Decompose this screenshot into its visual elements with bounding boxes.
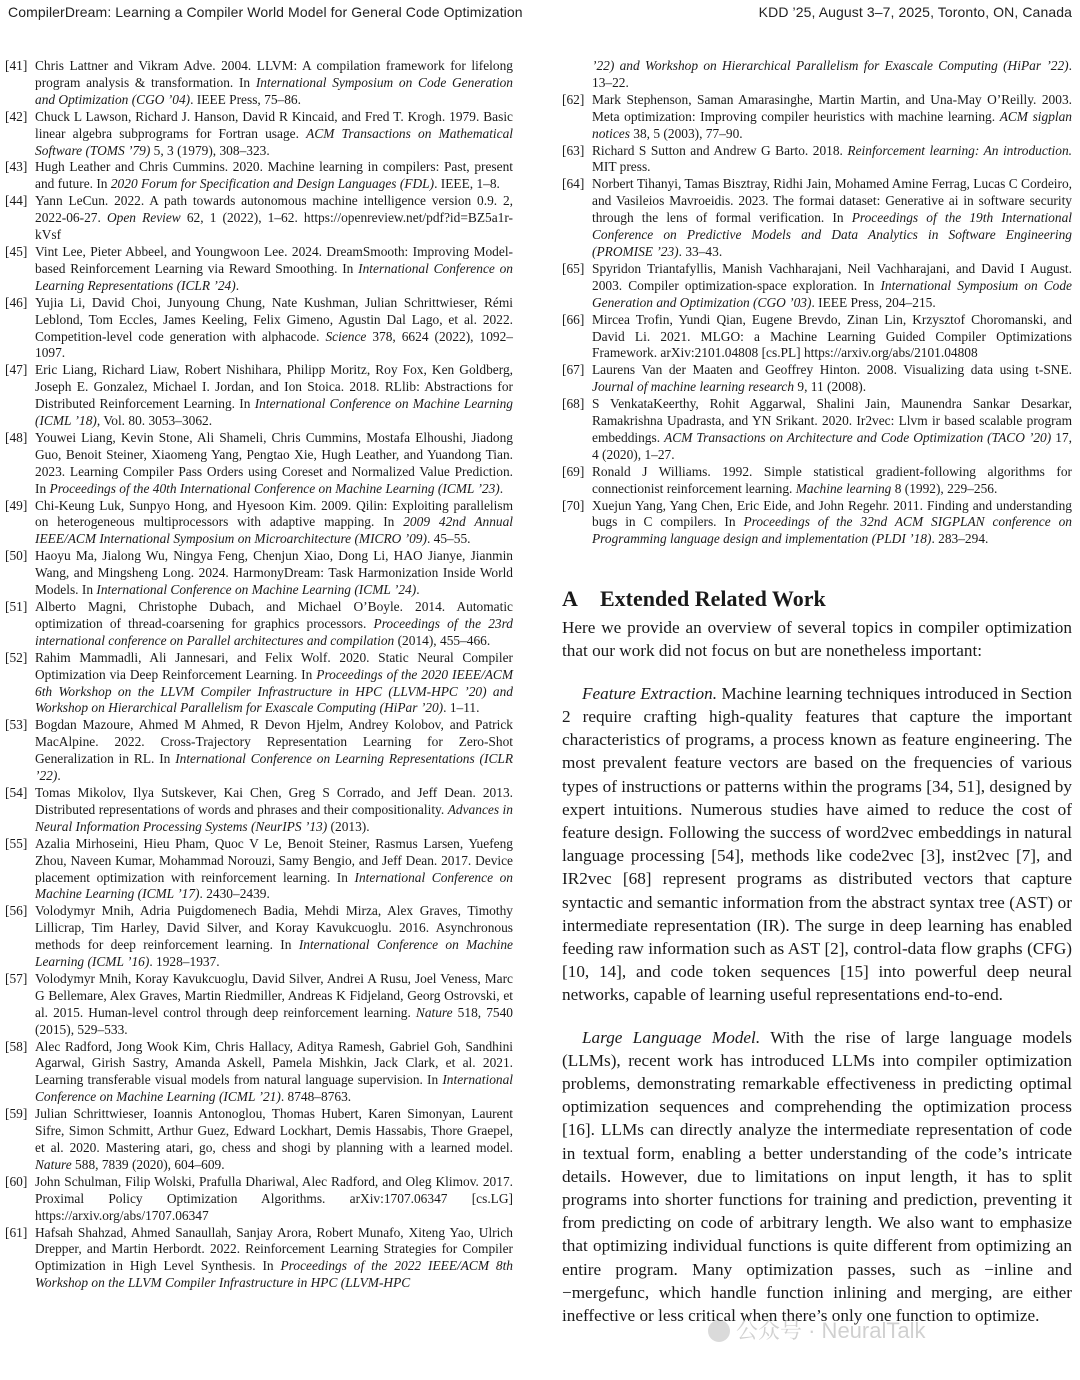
reference-list-left [5, 58, 513, 1292]
ref-venue: Proceedings of the 2020 IEEE/ACM 6th Workshop on the LLVM Compiler Infrastructure in HPC (LLVM-HPC ’20) and Workshop on Hierarchical Parallelism for Exascale Computing (HiPar ’20) [35, 666, 513, 716]
reference-text [35, 193, 513, 242]
reference-text [35, 295, 513, 361]
ref-text-part: . 2430–2439. [199, 886, 270, 902]
ref-venue: Proceedings of the 23rd international conference on Parallel architectures and compilation [35, 615, 513, 648]
ref-venue: Proceedings of the 40th International Conference on Machine Learning (ICML ’23) [49, 480, 500, 496]
reference-number: [67] [562, 362, 585, 378]
ref-venue: Proceedings of the 2022 IEEE/ACM 8th Workshop on the LLVM Compiler Infrastructure in HPC (LLVM-HPC [35, 1258, 513, 1291]
ref-text-part: . IEEE Press, 204–215. [811, 294, 936, 310]
reference-text [35, 785, 513, 834]
ref-text-part: 518, 7540 (2015), 529–533. [35, 1004, 513, 1037]
paragraph-large-language-model [562, 1026, 1072, 1328]
running-head [8, 4, 1072, 24]
ref-text-part: Vint Lee, Pieter Abbeel, and Youngwoon Lee. 2024. DreamSmooth: Improving Model-based Reinforcement Learning via Reward Smoothing. In [35, 243, 513, 276]
ref-venue: Nature [415, 1004, 453, 1020]
reference-number: [54] [5, 784, 28, 800]
left-column [5, 58, 513, 1292]
reference-entry [5, 109, 513, 160]
ref-text-part: Eric Liang, Richard Liaw, Robert Nishihara, Philipp Moritz, Roy Fox, Ken Goldberg, Joseph E. Gonzalez, Michael I. Jordan, and Ion Stoica. 2018. RLlib: Abstractions for Distributed Reinforcement Learning. In [35, 362, 513, 412]
ref-venue: International Conference on Learning Representations (ICLR ’22) [35, 751, 514, 784]
section-intro: Here we provide an overview of several topics in compiler optimization that our work did not focus on but are nonetheless important: [562, 618, 1072, 661]
reference-entry [5, 836, 513, 904]
reference-number: [47] [5, 362, 28, 378]
reference-number: [63] [562, 142, 585, 158]
right-column [562, 58, 1072, 1327]
ref-text-part: 5, 3 (1979), 308–323. [150, 142, 270, 158]
ref-text-part: , Vol. 80. 3053–3062. [96, 413, 213, 429]
section-title: Extended Related Work [600, 586, 826, 612]
reference-entry [562, 143, 1072, 177]
ref-venue: 2020 Forum for Specification and Design Languages (FDL) [110, 176, 435, 192]
reference-number: [55] [5, 835, 28, 851]
ref-venue: Proceedings of the 32nd ACM SIGPLAN conference on Programming language design and implementation (PLDI ’18) [592, 514, 1072, 547]
reference-text [592, 312, 1072, 361]
ref-text-part: . 45–55. [426, 531, 471, 547]
reference-text [35, 430, 513, 496]
reference-text [35, 650, 513, 716]
reference-number: [41] [5, 58, 28, 73]
reference-text [35, 159, 513, 191]
ref-text-part: (2013). [327, 818, 370, 834]
ref-venue: Machine learning [795, 480, 892, 496]
ref-text-part: . IEEE Press, 75–86. [190, 91, 301, 107]
ref-text-part: Hafsah Shahzad, Ahmed Sanaullah, Sanjay Arora, Robert Munafo, Xiteng Yao, Ulrich Drepper, and Martin Herbordt. 2022. Reinforcement Learning Strategies for Compiler Optimization in High Level Synthesis. In [35, 1224, 513, 1274]
ref-text-part: Norbert Tihanyi, Tamas Bisztray, Ridhi Jain, Mohamed Amine Ferrag, Lucas C Cordeiro, and Vasileios Mavroeidis. 2023. The formai dataset: Generative ai in software security through the lens of formal verification. In [592, 176, 1072, 226]
reference-number: [57] [5, 970, 28, 986]
reference-text [35, 1174, 513, 1223]
reference-number: [44] [5, 193, 28, 209]
reference-text [35, 836, 513, 902]
reference-entry [5, 58, 513, 109]
reference-text [592, 176, 1072, 259]
reference-text [35, 971, 513, 1037]
reference-entry [562, 464, 1072, 498]
ref-venue: Science [325, 328, 367, 344]
ref-text-part: Xuejun Yang, Yang Chen, Eric Eide, and John Regehr. 2011. Finding and understanding bugs in C compilers. In [592, 497, 1072, 530]
reference-entry [5, 362, 513, 430]
ref-text-part: Chris Lattner and Vikram Adve. 2004. LLVM: A compilation framework for lifelong program analysis & transformation. In [35, 58, 513, 90]
reference-text [592, 362, 1072, 394]
reference-entry [562, 92, 1072, 143]
ref-text-part: . [416, 582, 420, 598]
paragraph-body: Machine learning techniques introduced in Section 2 require crafting high-quality features that capture the important characteristics of programs, a process known as feature engineering. The most prevalent feature vectors are based on the frequencies of various types of instructions or patterns within the programs [34, 51], designed by expert intuitions. Numerous studies have aimed to reduce the cost of feature design. Following the success of word2vec embeddings in natural language processing [54], methods like code2vec [3], inst2vec [7], and IR2vec [68] represent programs as distributed vectors that capture syntactic and semantic information from the abstract syntax tree (AST) or intermediate representation (IR). The surge in deep learning has enabled feeding raw information such as AST [2], control-data flow graphs (CFG) [10, 14], and code token sequences [15] into powerful deep neural networks, capable of learning useful representations end-to-end. [562, 683, 1072, 1005]
reference-entry [5, 498, 513, 549]
reference-entry [5, 295, 513, 363]
reference-text [592, 464, 1072, 496]
reference-number: [53] [5, 717, 28, 733]
ref-text-part: MIT press. [592, 159, 651, 175]
ref-text-part: Julian Schrittwieser, Ioannis Antonoglou, Thomas Hubert, Karen Simonyan, Laurent Sifre, Simon Schmitt, Arthur Guez, Edward Lockhart, Demis Hassabis, Thore Graepel, et al. 2020. Mastering atari, go, chess and shogi by planning with a learned model. [35, 1106, 513, 1155]
ref-venue: International Symposium on Code Generation and Optimization (CGO ’03) [592, 277, 1072, 310]
reference-entry [5, 903, 513, 971]
ref-venue: Nature [35, 1156, 72, 1172]
reference-entry [5, 193, 513, 244]
reference-entry [562, 362, 1072, 396]
ref-text-part: Yujia Li, David Choi, Junyoung Chung, Nate Kushman, Julian Schrittwieser, Rémi Leblond, Tom Eccles, James Keeling, Felix Gimeno, Agustin Dal Lago, et al. 2022. Competition-level code generation with alphacode. [35, 294, 513, 344]
reference-entry [5, 548, 513, 599]
ref-text-part: Yann LeCun. 2022. A path towards autonomous machine intelligence version 0.9. 2, 2022-06-27. [35, 193, 513, 226]
reference-entry [5, 1174, 513, 1225]
ref-text-part: Rahim Mammadli, Ali Jannesari, and Felix Wolf. 2020. Static Neural Compiler Optimization via Deep Reinforcement Learning. In [35, 649, 513, 682]
ref-text-part: Hugh Leather and Chris Cummins. 2020. Machine learning in compilers: Past, present and future. In [35, 159, 513, 192]
reference-entry [5, 1039, 513, 1107]
ref-venue: Journal of machine learning research [592, 379, 795, 395]
reference-text [35, 58, 513, 107]
reference-entry [5, 599, 513, 650]
ref-text-part: 588, 7839 (2020), 604–609. [71, 1156, 225, 1172]
reference-text [35, 599, 513, 648]
ref-text-part: Bogdan Mazoure, Ahmed M Ahmed, R Devon Hjelm, Andrey Kolobov, and Patrick MacAlpine. 2022. Cross-Trajectory Representation Learning for Zero-Shot Generalization in RL. In [35, 717, 513, 767]
running-head-venue: KDD ’25, August 3–7, 2025, Toronto, ON, Canada [758, 4, 1072, 20]
reference-entry [5, 717, 513, 785]
ref-text-part: . 13–22. [592, 58, 1072, 90]
reference-text [592, 396, 1072, 462]
reference-entry [562, 176, 1072, 261]
reference-number: [56] [5, 903, 28, 919]
ref-text-part: . [57, 768, 61, 784]
reference-number: [58] [5, 1038, 28, 1054]
ref-text-part: . IEEE, 1–8. [434, 176, 500, 192]
paragraph-title: Large Language Model. [582, 1027, 761, 1047]
ref-text-part: Haoyu Ma, Jialong Wu, Ningya Feng, Chenjun Xiao, Dong Li, HAO Jianye, Jianmin Wang, and Mingsheng Long. 2024. HarmonyDream: Task Harmonization Inside World Models. In [35, 548, 513, 598]
reference-entry [5, 785, 513, 836]
ref-text-part: . [499, 480, 504, 496]
reference-text [35, 717, 513, 783]
ref-text-part: . 1928–1937. [149, 954, 220, 970]
ref-venue: ’22) and Workshop on Hierarchical Parallelism for Exascale Computing (HiPar ’22) [592, 58, 1069, 73]
reference-entry [5, 1106, 513, 1174]
reference-number: [70] [562, 497, 585, 513]
ref-text-part: (2014), 455–466. [394, 632, 491, 648]
reference-text [35, 548, 513, 597]
ref-text-part: S VenkataKeerthy, Rohit Aggarwal, Shalini Jain, Maunendra Sankar Desarkar, Ramakrishna Upadrasta, and YN Srikant. 2020. Ir2vec: Llvm ir based scalable program embeddings. [592, 396, 1072, 445]
reference-number: [65] [562, 260, 585, 276]
reference-number: [49] [5, 497, 28, 513]
reference-number: [66] [562, 311, 585, 327]
reference-number: [46] [5, 294, 28, 310]
ref-venue: International Conference on Learning Representations (ICLR ’24) [35, 260, 514, 293]
ref-text-part: . [235, 277, 240, 293]
running-head-title: CompilerDream: Learning a Compiler World Model for General Code Optimization [8, 4, 523, 20]
ref-text-part: Alberto Magni, Christophe Dubach, and Michael O’Boyle. 2014. Automatic optimization of thread-coarsening for graphics processors. [35, 599, 513, 631]
ref-venue: International Conference on Machine Learning (ICML ’18) [35, 396, 514, 429]
reference-entry [5, 430, 513, 498]
ref-text-part: Volodymyr Mnih, Adria Puigdomenech Badia, Mehdi Mirza, Alex Graves, Timothy Lillicrap, Tim Harley, David Silver, and Koray Kavukcuoglu. 2016. Asynchronous methods for deep reinforcement learning. In [35, 903, 513, 953]
ref-text-part: . 33–43. [678, 243, 723, 259]
ref-venue: ACM sigplan notices [592, 108, 1073, 141]
ref-text-part: 9, 11 (2008). [794, 379, 867, 395]
ref-text-part: Mircea Trofin, Yundi Qian, Eugene Brevdo, Zinan Lin, Krzysztof Choromanski, and David Li. 2021. MLGO: a Machine Learning Guided Compiler Optimizations Framework. arXiv:2101.04808 [cs.PL] https://arxiv.org/abs/2101.04808 [592, 311, 1072, 361]
reference-number: [51] [5, 599, 28, 614]
ref-text-part: 378, 6624 (2022), 1092–1097. [35, 328, 513, 361]
reference-text [592, 143, 1072, 175]
ref-venue: International Conference on Machine Learning (ICML ’17) [35, 869, 513, 902]
reference-number: [60] [5, 1173, 28, 1189]
ref-text-part: . 8748–8763. [280, 1089, 352, 1105]
ref-text-part: . 283–294. [931, 531, 989, 547]
ref-venue: ACM Transactions on Architecture and Code Optimization (TACO ’20) [664, 429, 1052, 445]
ref-venue: 2009 42nd Annual IEEE/ACM International Symposium on Microarchitecture (MICRO ’09) [35, 514, 514, 547]
reference-entry [5, 159, 513, 193]
ref-text-part: Tomas Mikolov, Ilya Sutskever, Kai Chen, Greg S Corrado, and Jeff Dean. 2013. Distributed representations of words and phrases and their compositionality. [35, 784, 513, 817]
ref-text-part: Chuck L Lawson, Richard J. Hanson, David R Kincaid, and Fred T. Krogh. 1979. Basic linear algebra subprograms for Fortran usage. [35, 108, 513, 141]
ref-text-part: 38, 5 (2003), 77–90. [629, 125, 743, 141]
ref-text-part: Spyridon Triantafyllis, Manish Vachharajani, Neil Vachharajani, and David I August. 2003. Compiler optimization-space exploration. In [592, 260, 1072, 293]
ref-venue: International Conference on Machine Learning (ICML ’21) [35, 1072, 513, 1105]
ref-text-part: John Schulman, Filip Wolski, Prafulla Dhariwal, Alec Radford, and Oleg Klimov. 2017. Proximal Policy Optimization Algorithms. arXiv:1707.06347 [cs.LG] https://arxiv.org/abs/1707.06347 [35, 1173, 513, 1223]
reference-text [35, 903, 513, 969]
reference-entry [562, 261, 1072, 312]
reference-entry [5, 650, 513, 718]
ref-text-part: Ronald J Williams. 1992. Simple statistical gradient-following algorithms for connectionist reinforcement learning. [592, 463, 1072, 496]
paragraph-body: With the rise of large language models (LLMs), recent work has introduced LLMs into compiler optimization problems, demonstrating remarkable effectiveness in predicting optimal optimization sequences and comprehending the optimization process [16]. LLMs can directly analyze the intermediate representation of code in textual form, enabling a better understanding of the code’s intricate details. However, due to limitations on input length, it has to split programs into shorter functions for training and prediction, preventing it from predicting on code of arbitrary length. We also want to emphasize that optimizing individual functions is quite different from optimizing an entire program. Many optimization passes, such as −inline and −mergefunc, which handle function inlining and merging, are either ineffective or less critical when there’s only one function to optimize. [562, 1027, 1072, 1325]
ref-text-part: 8 (1992), 229–256. [891, 480, 998, 496]
reference-number: [68] [562, 396, 585, 412]
ref-venue: Proceedings of the 19th International Conference on Predictive Models and Data Analytics in Software Engineering (PROMISE ’23) [592, 210, 1072, 259]
reference-number: [69] [562, 463, 585, 479]
ref-text-part: . 1–11. [443, 700, 480, 716]
ref-text-part: Laurens Van der Maaten and Geoffrey Hinton. 2008. Visualizing data using t-SNE. [592, 362, 1072, 378]
watermark-text: 公众号 · NeuralTalk [736, 1318, 926, 1343]
ref-venue: International Symposium on Code Generation and Optimization (CGO ’04) [35, 74, 513, 107]
ref-text-part: Volodymyr Mnih, Koray Kavukcuoglu, David Silver, Andrei A Rusu, Joel Veness, Marc G Bellemare, Alex Graves, Martin Riedmiller, Andreas K Fidjeland, Georg Ostrovski, et al. 2015. Human-level control through deep reinforcement learning. [35, 970, 513, 1020]
ref-venue: Open Review [106, 210, 181, 226]
reference-text [35, 1039, 513, 1105]
reference-text [35, 109, 513, 158]
reference-number: [52] [5, 649, 28, 665]
ref-text-part: 17, 4 (2020), 1–27. [592, 429, 1072, 462]
reference-text [35, 498, 513, 547]
reference-number: [48] [5, 429, 28, 445]
ref-text-part: Chi-Keung Luk, Sunpyo Hong, and Hyesoon Kim. 2009. Qilin: Exploiting parallelism on heterogeneous multiprocessors with adaptive mapping. In [35, 497, 513, 530]
reference-number: [45] [5, 243, 28, 259]
section-number: A [562, 586, 578, 612]
reference-number: [59] [5, 1106, 28, 1122]
ref-venue: Advances in Neural Information Processing Systems (NeurIPS ’13) [35, 801, 513, 834]
reference-number: [62] [562, 91, 585, 107]
reference-entry [5, 1225, 513, 1293]
ref-venue: ACM Transactions on Mathematical Software (TOMS ’79) [35, 125, 513, 158]
reference-list-right [562, 92, 1072, 548]
paragraph-title: Feature Extraction. [582, 683, 718, 703]
reference-text [35, 244, 513, 293]
ref-text-part: Alec Radford, Jong Wook Kim, Chris Hallacy, Aditya Ramesh, Gabriel Goh, Sandhini Agarwal, Girish Sastry, Amanda Askell, Pamela Mishkin, Jack Clark, et al. 2021. Learning transferable visual models from natural language supervision. In [35, 1038, 513, 1088]
reference-text [592, 92, 1072, 141]
reference-text [35, 1106, 513, 1172]
reference-entry [5, 971, 513, 1039]
reference-entry [562, 396, 1072, 464]
reference-entry [5, 244, 513, 295]
ref-venue: International Conference on Machine Learning (ICML ’24) [96, 582, 417, 598]
section-heading [562, 586, 1072, 612]
ref-text-part: Richard S Sutton and Andrew G Barto. 2018. [592, 142, 848, 158]
reference-continuation [562, 58, 1072, 92]
reference-text [35, 362, 513, 428]
reference-number: [42] [5, 108, 28, 124]
reference-number: [50] [5, 548, 28, 564]
reference-text [35, 1225, 513, 1291]
reference-number: [64] [562, 176, 585, 192]
reference-entry [562, 312, 1072, 363]
ref-text-part: Azalia Mirhoseini, Hieu Pham, Quoc V Le, Benoit Steiner, Rasmus Larsen, Yuefeng Zhou, Naveen Kumar, Mohammad Norouzi, Samy Bengio, and Jeff Dean. 2017. Device placement optimization with reinforcement learning. In [35, 835, 513, 885]
ref-venue: International Conference on Machine Learning (ICML ’16) [35, 937, 513, 970]
reference-number: [61] [5, 1224, 28, 1240]
reference-number: [43] [5, 159, 28, 175]
ref-text-part: Youwei Liang, Kevin Stone, Ali Shameli, Chris Cummins, Mostafa Elhoushi, Jiadong Guo, Benoit Steiner, Xiaomeng Yang, Pengtao Xie, Hugh Leather, and Yuandong Tian. 2023. Learning Compiler Pass Orders using Coreset and Normalized Value Prediction. In [35, 429, 513, 496]
reference-text [592, 498, 1072, 547]
reference-text [592, 261, 1072, 310]
ref-venue: Reinforcement learning: An introduction. [847, 142, 1073, 158]
ref-text-part: Mark Stephenson, Saman Amarasinghe, Martin Martin, and Una-May O’Reilly. 2003. Meta optimization: Improving compiler heuristics with machine learning. [592, 91, 1072, 124]
ref-text-part: 62, 1 (2022), 1–62. https://openreview.net/pdf?id=BZ5a1r-kVsf [35, 210, 513, 243]
paragraph-feature-extraction [562, 682, 1072, 1007]
reference-entry [562, 498, 1072, 549]
